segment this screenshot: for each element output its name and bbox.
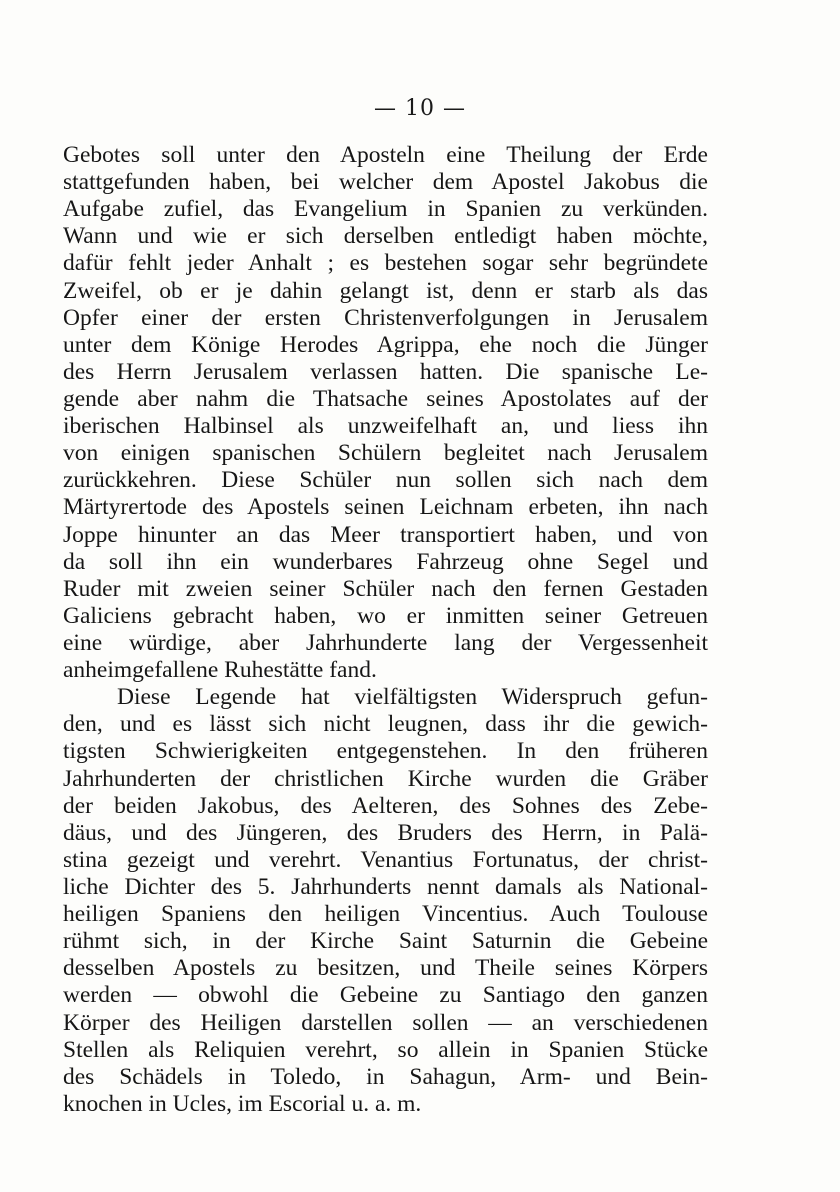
paragraph-2 bbox=[63, 684, 708, 1118]
text-line: Diese Legende hat vielfältigsten Widerspruch gefun- bbox=[117, 684, 708, 711]
text-line: Opfer einer der ersten Christenverfolgungen in Jerusalem bbox=[63, 304, 708, 331]
text-line: desselben Apostels zu besitzen, und Theile seines Körpers bbox=[63, 955, 708, 982]
text-line: eine würdige, aber Jahrhunderte lang der Vergessenheit bbox=[63, 629, 708, 656]
text-line: Körper des Heiligen darstellen sollen — an verschiedenen bbox=[63, 1009, 708, 1036]
text-line: Märtyrertode des Apostels seinen Leichnam erbeten, ihn nach bbox=[63, 494, 708, 521]
body-text bbox=[63, 142, 708, 1118]
text-line: Joppe hinunter an das Meer transportiert haben, und von bbox=[63, 521, 708, 548]
text-line: des Schädels in Toledo, in Sahagun, Arm- und Bein- bbox=[63, 1063, 708, 1090]
text-line: tigsten Schwierigkeiten entgegenstehen. In den früheren bbox=[63, 738, 708, 765]
text-line: des Herrn Jerusalem verlassen hatten. Die spanische Le- bbox=[63, 358, 708, 385]
text-line: liche Dichter des 5. Jahrhunderts nennt damals als National- bbox=[63, 873, 708, 900]
text-line: den, und es lässt sich nicht leugnen, dass ihr die gewich- bbox=[63, 711, 708, 738]
text-line: rühmt sich, in der Kirche Saint Saturnin die Gebeine bbox=[63, 928, 708, 955]
text-line: däus, und des Jüngeren, des Bruders des Herrn, in Palä- bbox=[63, 819, 708, 846]
text-line: heiligen Spaniens den heiligen Vincentius. Auch Toulouse bbox=[63, 901, 708, 928]
text-line: Zweifel, ob er je dahin gelangt ist, denn er starb als das bbox=[63, 277, 708, 304]
text-line: Ruder mit zweien seiner Schüler nach den fernen Gestaden bbox=[63, 575, 708, 602]
text-line: Stellen als Reliquien verehrt, so allein in Spanien Stücke bbox=[63, 1036, 708, 1063]
text-line: von einigen spanischen Schülern begleitet nach Jerusalem bbox=[63, 440, 708, 467]
text-line: zurückkehren. Diese Schüler nun sollen sich nach dem bbox=[63, 467, 708, 494]
text-line: werden — obwohl die Gebeine zu Santiago den ganzen bbox=[63, 982, 708, 1009]
text-line: Jahrhunderten der christlichen Kirche wurden die Gräber bbox=[63, 765, 708, 792]
text-line: dafür fehlt jeder Anhalt ; es bestehen sogar sehr begründete bbox=[63, 250, 708, 277]
paragraph-1 bbox=[63, 142, 708, 684]
text-line: iberischen Halbinsel als unzweifelhaft an, und liess ihn bbox=[63, 413, 708, 440]
text-line: Galiciens gebracht haben, wo er inmitten seiner Getreuen bbox=[63, 602, 708, 629]
text-line: Wann und wie er sich derselben entledigt haben möchte, bbox=[63, 223, 708, 250]
text-line: gende aber nahm die Thatsache seines Apostolates auf der bbox=[63, 385, 708, 412]
text-line: Gebotes soll unter den Aposteln eine Theilung der Erde bbox=[63, 142, 708, 168]
text-line: unter dem Könige Herodes Agrippa, ehe noch die Jünger bbox=[63, 331, 708, 358]
text-line: stina gezeigt und verehrt. Venantius Fortunatus, der christ- bbox=[63, 846, 708, 873]
text-line: Aufgabe zufiel, das Evangelium in Spanien zu verkünden. bbox=[63, 196, 708, 223]
page-number: — 10 — bbox=[374, 96, 466, 121]
text-line: stattgefunden haben, bei welcher dem Apostel Jakobus die bbox=[63, 169, 708, 196]
text-line: knochen in Ucles, im Escorial u. a. m. bbox=[63, 1090, 422, 1117]
text-line: der beiden Jakobus, des Aelteren, des Sohnes des Zebe- bbox=[63, 792, 708, 819]
text-line: da soll ihn ein wunderbares Fahrzeug ohne Segel und bbox=[63, 548, 708, 575]
text-line: anheimgefallene Ruhestätte fand. bbox=[63, 657, 377, 684]
